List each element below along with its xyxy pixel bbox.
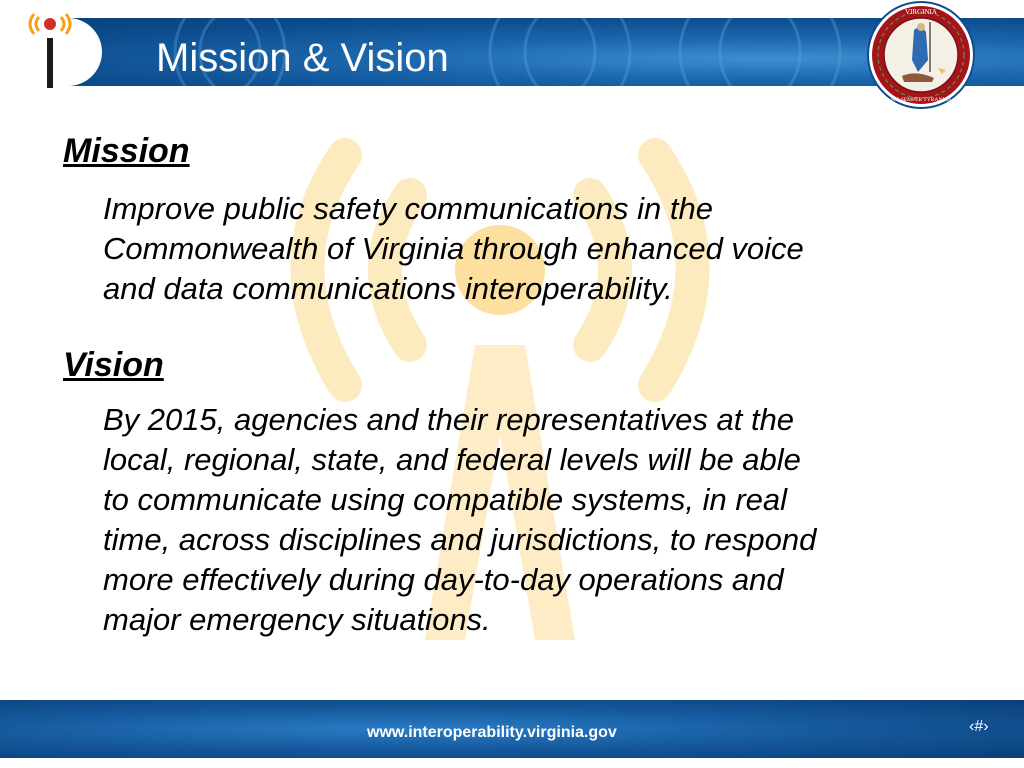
vision-statement bbox=[103, 400, 983, 640]
seal-text-top: VIRGINIA bbox=[905, 8, 937, 16]
vision-line: major emergency situations. bbox=[103, 602, 491, 637]
mission-statement bbox=[103, 189, 983, 309]
page-title: Mission & Vision bbox=[156, 36, 449, 80]
vision-line: local, regional, state, and federal levels will be able bbox=[103, 442, 801, 477]
vision-line: By 2015, agencies and their representatives at the bbox=[103, 402, 795, 437]
mission-heading: Mission bbox=[63, 132, 190, 170]
slide-number: ‹#› bbox=[969, 718, 989, 735]
footer-url-link[interactable]: www.interoperability.virginia.gov bbox=[367, 724, 617, 741]
mission-line: Improve public safety communications in the bbox=[103, 191, 713, 226]
vision-heading: Vision bbox=[63, 346, 164, 384]
mission-line: Commonwealth of Virginia through enhanced voice bbox=[103, 231, 804, 266]
vision-line: time, across disciplines and jurisdictions, to respond bbox=[103, 522, 817, 557]
vision-line: more effectively during day-to-day operations and bbox=[103, 562, 784, 597]
seal-text-bottom: SIC SEMPER TYRANNIS bbox=[890, 97, 952, 103]
mission-line: and data communications interoperability. bbox=[103, 271, 673, 306]
vision-line: to communicate using compatible systems, in real bbox=[103, 482, 788, 517]
virginia-state-seal-icon bbox=[866, 0, 976, 110]
antenna-i-logo-icon bbox=[22, 4, 78, 92]
